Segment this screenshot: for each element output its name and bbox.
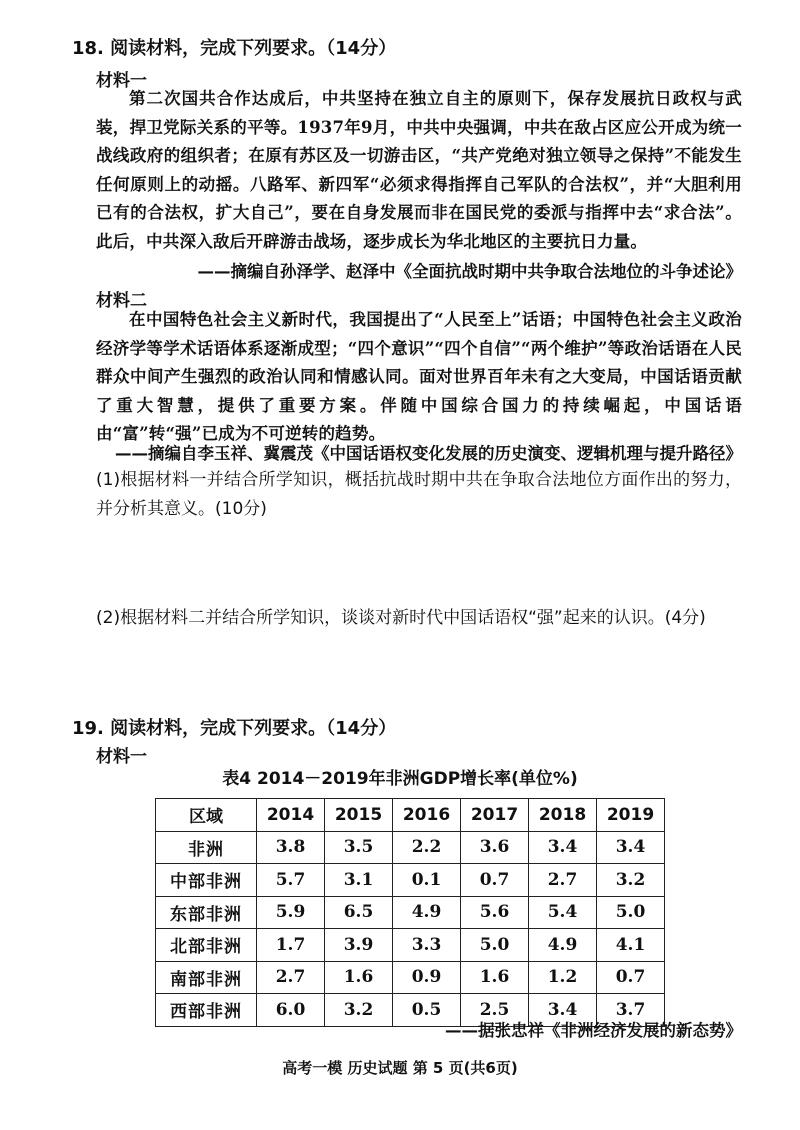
gdp-table-source: ——据张忠祥《非洲经济发展的新态势》	[445, 1021, 742, 1040]
table-header-row	[156, 799, 665, 832]
value-cell: 1.6	[461, 961, 529, 994]
value-cell: 0.1	[393, 864, 461, 897]
value-cell: 4.9	[529, 929, 597, 962]
value-cell: 6.5	[325, 896, 393, 929]
header-2017: 2017	[461, 799, 529, 832]
header-2014: 2014	[257, 799, 325, 832]
header-2015: 2015	[325, 799, 393, 832]
value-cell: 0.7	[461, 864, 529, 897]
header-2016: 2016	[393, 799, 461, 832]
gdp-table-caption: 表4 2014－2019年非洲GDP增长率(单位%)	[222, 769, 578, 789]
region-cell: 非洲	[156, 831, 257, 864]
value-cell: 4.1	[597, 929, 665, 962]
question-18-heading: 18. 阅读材料，完成下列要求。（14分）	[72, 38, 397, 59]
q18-material-2-text: 在中国特色社会主义新时代，我国提出了“人民至上”话语；中国特色社会主义政治经济学等学术话语体系逐渐成型；“四个意识”“四个自信”“两个维护”等政治话语在人民群众中间产生强烈的政治认同和情感认同。面对世界百年未有之大变局，中国话语贡献了重大智慧，提供了重要方案。伴随中国综合国力的持续崛起，中国话语由“富”转“强”已成为不可逆转的趋势。	[96, 310, 742, 444]
value-cell: 5.7	[257, 864, 325, 897]
table-row	[156, 831, 665, 864]
region-cell: 南部非洲	[156, 961, 257, 994]
q19-material-1-label: 材料一	[96, 747, 147, 767]
q18-material-1-source: ——摘编自孙泽学、赵泽中《全面抗战时期中共争取合法地位的斗争述论》	[197, 262, 742, 281]
value-cell: 5.9	[257, 896, 325, 929]
table-row	[156, 864, 665, 897]
value-cell: 2.7	[529, 864, 597, 897]
value-cell: 3.2	[597, 864, 665, 897]
value-cell: 3.4	[597, 831, 665, 864]
header-region: 区域	[156, 799, 257, 832]
region-cell: 东部非洲	[156, 896, 257, 929]
value-cell: 3.7	[597, 994, 665, 1027]
q18-material-2-source: ——摘编自李玉祥、冀震茂《中国话语权变化发展的历史演变、逻辑机理与提升路径》	[115, 444, 742, 463]
value-cell: 5.0	[597, 896, 665, 929]
value-cell: 0.5	[393, 994, 461, 1027]
question-19-heading: 19. 阅读材料，完成下列要求。（14分）	[72, 718, 397, 739]
value-cell: 1.6	[325, 961, 393, 994]
value-cell: 5.6	[461, 896, 529, 929]
value-cell: 1.2	[529, 961, 597, 994]
table-row	[156, 929, 665, 962]
value-cell: 5.0	[461, 929, 529, 962]
value-cell: 3.8	[257, 831, 325, 864]
table-row	[156, 896, 665, 929]
value-cell: 3.3	[393, 929, 461, 962]
value-cell: 6.0	[257, 994, 325, 1027]
value-cell: 3.6	[461, 831, 529, 864]
q18-subquestion-1: (1)根据材料一并结合所学知识，概括抗战时期中共在争取合法地位方面作出的努力，并分析其意义。(10分)	[96, 470, 742, 519]
value-cell: 2.7	[257, 961, 325, 994]
value-cell: 1.7	[257, 929, 325, 962]
page-footer: 高考一模 历史试题 第 5 页(共6页)	[282, 1059, 518, 1077]
value-cell: 3.9	[325, 929, 393, 962]
value-cell: 3.1	[325, 864, 393, 897]
value-cell: 3.5	[325, 831, 393, 864]
q18-material-1-text: 第二次国共合作达成后，中共坚持在独立自主的原则下，保存发展抗日政权与武装，捍卫党际关系的平等。1937年9月，中共中央强调，中共在敌占区应公开成为统一战线政府的组织者；在原有苏区及一切游击区，“共产党绝对独立领导之保持”不能发生任何原则上的动摇。八路军、新四军“必须求得指挥自己军队的合法权”，并“大胆利用已有的合法权，扩大自己”，要在自身发展而非在国民党的委派与指挥中去“求合法”。此后，中共深入敌后开辟游击战场，逐步成长为华北地区的主要抗日力量。	[96, 89, 742, 251]
header-2018: 2018	[529, 799, 597, 832]
table-row	[156, 961, 665, 994]
value-cell: 5.4	[529, 896, 597, 929]
value-cell: 2.2	[393, 831, 461, 864]
q18-material-1-label: 材料一	[96, 71, 147, 91]
value-cell: 3.4	[529, 994, 597, 1027]
value-cell: 3.2	[325, 994, 393, 1027]
q18-subquestion-2: (2)根据材料二并结合所学知识，谈谈对新时代中国话语权“强”起来的认识。(4分)	[96, 608, 706, 628]
gdp-growth-table	[155, 798, 665, 1027]
value-cell: 4.9	[393, 896, 461, 929]
region-cell: 中部非洲	[156, 864, 257, 897]
value-cell: 2.5	[461, 994, 529, 1027]
region-cell: 西部非洲	[156, 994, 257, 1027]
region-cell: 北部非洲	[156, 929, 257, 962]
value-cell: 0.7	[597, 961, 665, 994]
value-cell: 0.9	[393, 961, 461, 994]
q18-material-2-label: 材料二	[96, 291, 147, 311]
header-2019: 2019	[597, 799, 665, 832]
value-cell: 3.4	[529, 831, 597, 864]
